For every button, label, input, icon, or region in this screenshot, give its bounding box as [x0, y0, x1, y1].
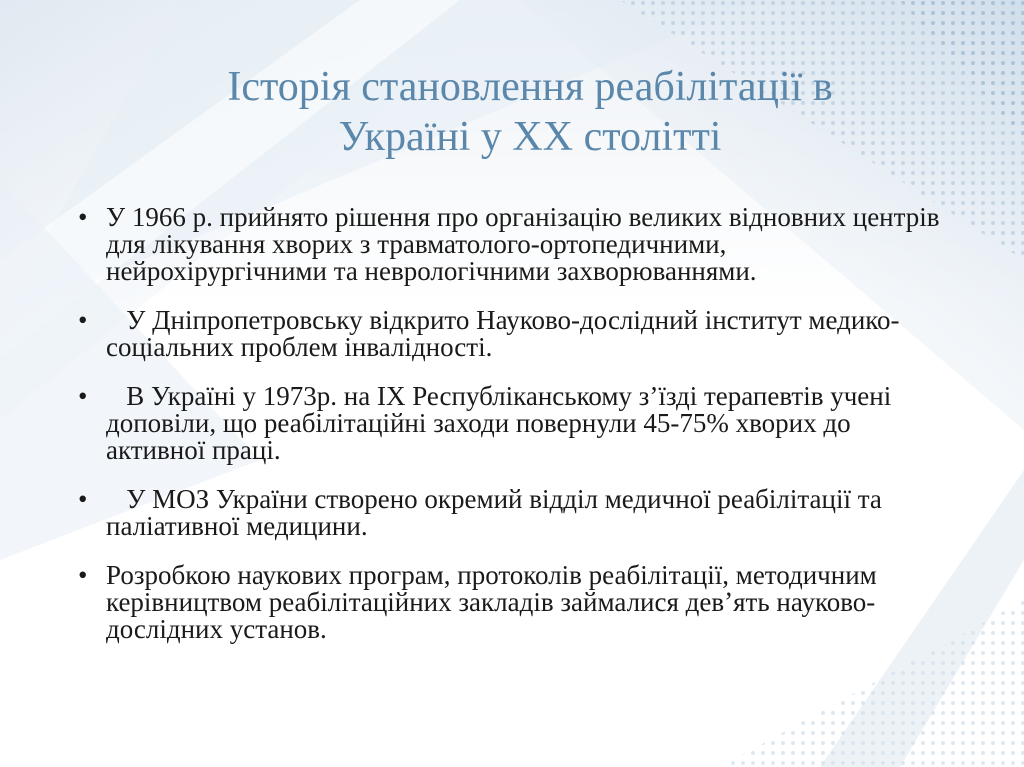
- bullet-icon: •: [78, 202, 88, 232]
- bullet-text: У 1966 р. прийнято рішення про організацію великих відновних центрів для лікування хворих з травматолого-ортопедичними, нейрохірургічними та неврологічними захворюваннями.: [106, 202, 947, 286]
- bullet-icon: •: [78, 484, 88, 514]
- bullet-list: [74, 204, 954, 665]
- list-item: [74, 204, 954, 285]
- list-item: [74, 383, 954, 464]
- list-item: [74, 307, 954, 361]
- title-line-1: Історія становлення реабілітації в: [227, 64, 833, 110]
- bullet-icon: •: [78, 305, 88, 335]
- list-item: [74, 486, 954, 540]
- bullet-text: В Україні у 1973р. на ІХ Республіканському з’їзді терапевтів учені доповіли, що реабілітаційні заходи повернули 45-75% хворих до активної праці.: [106, 381, 898, 465]
- bullet-text: У МОЗ України створено окремий відділ медичної реабілітації та паліативної медицини.: [106, 484, 889, 541]
- bullet-text: У Дніпропетровську відкрито Науково-дослідний інститут медико-соціальних проблем інвалідності.: [106, 305, 900, 362]
- title-line-2: Україні у ХХ столітті: [338, 114, 722, 160]
- bullet-text: Розробкою наукових програм, протоколів реабілітації, методичним керівництвом реабілітаційних закладів займалися девʼять науково-дослідних установ.: [106, 560, 884, 644]
- slide-title: [90, 62, 970, 162]
- list-item: [74, 562, 954, 643]
- bullet-icon: •: [78, 381, 88, 411]
- bullet-icon: •: [78, 560, 88, 590]
